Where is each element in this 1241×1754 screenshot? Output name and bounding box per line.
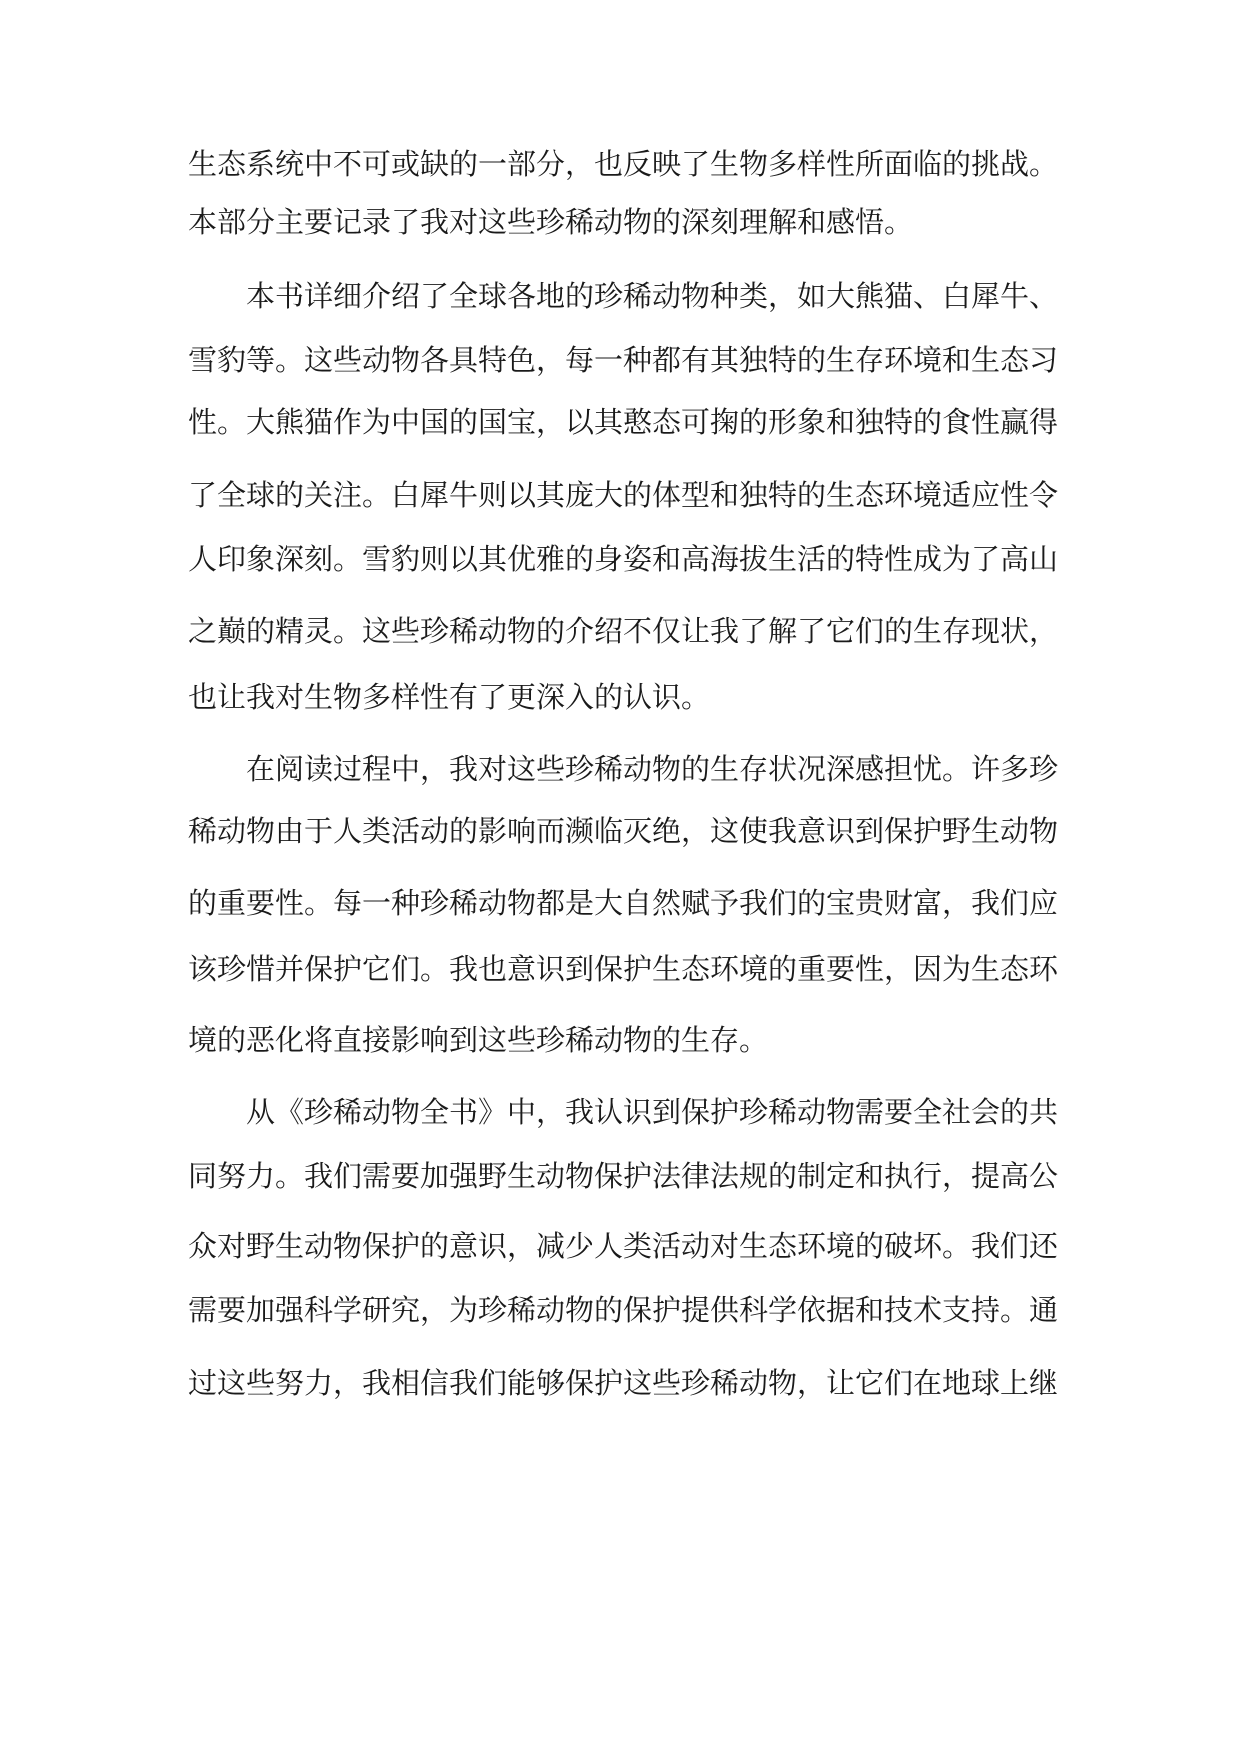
text-line: 过这些努力，我相信我们能够保护这些珍稀动物，让它们在地球上继 <box>188 1366 1059 1400</box>
text-line: 了全球的关注。白犀牛则以其庞大的体型和独特的生态环境适应性令 <box>188 478 1059 512</box>
paragraph-start-line: 本书详细介绍了全球各地的珍稀动物种类，如大熊猫、白犀牛、 <box>246 279 1059 313</box>
text-line: 境的恶化将直接影响到这些珍稀动物的生存。 <box>188 1023 769 1057</box>
text-line: 的重要性。每一种珍稀动物都是大自然赋予我们的宝贵财富，我们应 <box>188 886 1059 920</box>
text-line: 该珍惜并保护它们。我也意识到保护生态环境的重要性，因为生态环 <box>188 952 1059 986</box>
text-line: 之巅的精灵。这些珍稀动物的介绍不仅让我了解了它们的生存现状， <box>188 614 1059 648</box>
paragraph-start-line: 从《珍稀动物全书》中，我认识到保护珍稀动物需要全社会的共 <box>246 1095 1059 1129</box>
text-line: 同努力。我们需要加强野生动物保护法律法规的制定和执行，提高公 <box>188 1159 1059 1193</box>
text-line: 雪豹等。这些动物各具特色，每一种都有其独特的生存环境和生态习 <box>188 343 1059 377</box>
text-line: 也让我对生物多样性有了更深入的认识。 <box>188 680 711 714</box>
text-line: 众对野生动物保护的意识，减少人类活动对生态环境的破坏。我们还 <box>188 1229 1059 1263</box>
paragraph-start-line: 在阅读过程中，我对这些珍稀动物的生存状况深感担忧。许多珍 <box>246 752 1059 786</box>
text-line: 性。大熊猫作为中国的国宝，以其憨态可掬的形象和独特的食性赢得 <box>188 405 1059 439</box>
text-line: 稀动物由于人类活动的影响而濒临灭绝，这使我意识到保护野生动物 <box>188 814 1059 848</box>
text-line: 本部分主要记录了我对这些珍稀动物的深刻理解和感悟。 <box>188 205 914 239</box>
text-line: 需要加强科学研究，为珍稀动物的保护提供科学依据和技术支持。通 <box>188 1293 1059 1327</box>
text-line: 生态系统中不可或缺的一部分，也反映了生物多样性所面临的挑战。 <box>188 147 1059 181</box>
text-line: 人印象深刻。雪豹则以其优雅的身姿和高海拔生活的特性成为了高山 <box>188 542 1059 576</box>
